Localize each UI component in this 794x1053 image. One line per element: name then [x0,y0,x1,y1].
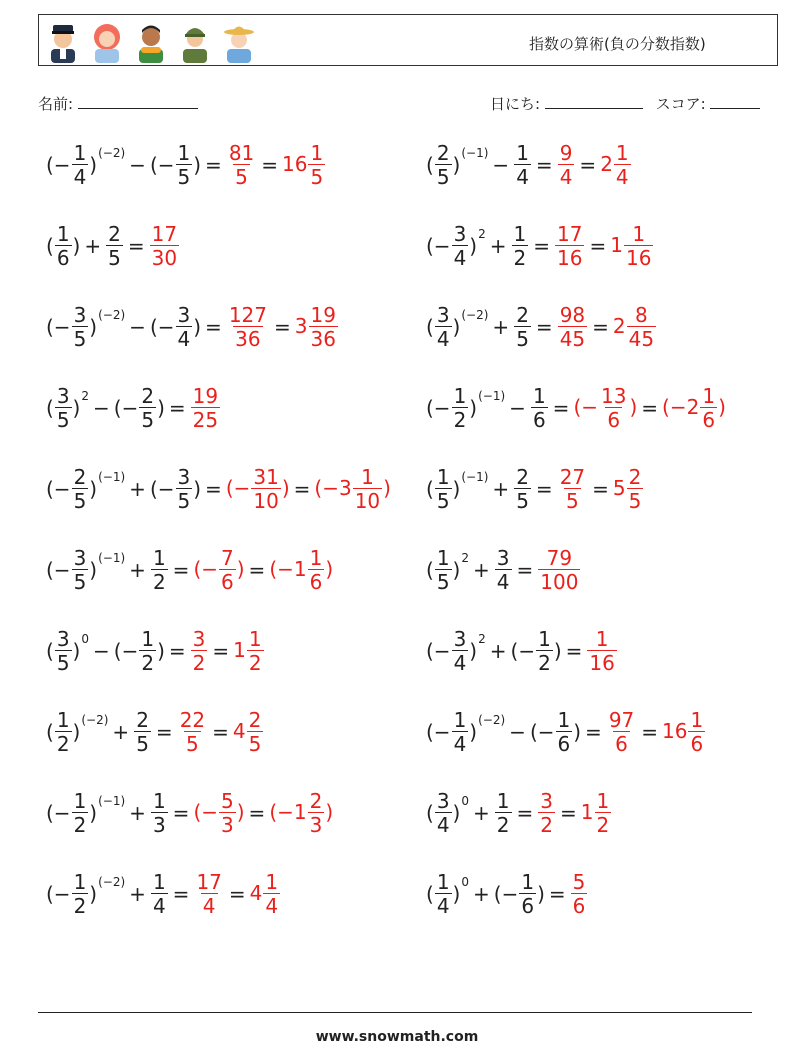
soldier-avatar [177,19,213,63]
date-score-fields [490,93,760,114]
problem-item: (− $\frac{1}{2}$ ) (−1) + $\frac{1}{3}$ = (− $\frac{5}{3}$ ) = (−1 $\frac{2}{3}$ ) [46,788,334,837]
woman-avatar [89,19,125,63]
problem-item: ( $\frac{1}{2}$ ) (−2) + $\frac{2}{5}$ = $\frac{22}{5}$ = 4 $\frac{2}{5}$ [46,707,262,756]
problem-item: ( $\frac{1}{6}$ ) + $\frac{2}{5}$ = $\frac{17}{30}$ [46,221,178,270]
date-label: 日にち: [490,95,541,113]
problem-item: ( $\frac{1}{5}$ ) 2 + $\frac{3}{4}$ = $\frac{79}{100}$ [426,545,579,594]
footer-url: www.snowmath.com [315,1029,479,1045]
name-blank[interactable] [78,94,198,109]
date-blank[interactable] [545,94,643,109]
problem-item: ( $\frac{1}{5}$ ) (−1) + $\frac{2}{5}$ = $\frac{27}{5}$ = 5 $\frac{2}{5}$ [426,464,642,513]
problem-item: ( $\frac{1}{4}$ ) 0 + (− $\frac{1}{6}$ ) = $\frac{5}{6}$ [426,869,586,918]
police-officer-avatar [45,19,81,63]
score-label: スコア: [655,95,706,113]
score-blank[interactable] [710,94,760,109]
problem-item: ( $\frac{3}{4}$ ) (−2) + $\frac{2}{5}$ = $\frac{98}{45}$ = 2 $\frac{8}{45}$ [426,302,655,351]
worksheet-title: 指数の算術(負の分数指数) [529,35,706,53]
problem-item: (− $\frac{2}{5}$ ) (−1) + (− $\frac{3}{5}$ ) = (− $\frac{31}{10}$ ) = (−3 $\frac{1}{10}$ ) [46,464,391,513]
problem-item: ( $\frac{2}{5}$ ) (−1) − $\frac{1}{4}$ = $\frac{9}{4}$ = 2 $\frac{1}{4}$ [426,140,629,189]
farmer-avatar [221,19,257,63]
problem-item: (− $\frac{3}{4}$ ) 2 + (− $\frac{1}{2}$ ) = $\frac{1}{16}$ [426,626,615,675]
problem-item: (− $\frac{1}{4}$ ) (−2) − (− $\frac{1}{5}$ ) = $\frac{81}{5}$ = 16 $\frac{1}{5}$ [46,140,324,189]
problem-item: ( $\frac{3}{5}$ ) 2 − (− $\frac{2}{5}$ ) = $\frac{19}{25}$ [46,383,219,432]
footer-divider [38,1012,752,1013]
problem-item: (− $\frac{3}{5}$ ) (−1) + $\frac{1}{2}$ = (− $\frac{7}{6}$ ) = (−1 $\frac{1}{6}$ ) [46,545,334,594]
worksheet-header [38,14,778,66]
name-field [38,93,198,114]
avatar-row [45,19,257,63]
problem-item: (− $\frac{1}{2}$ ) (−2) + $\frac{1}{4}$ = $\frac{17}{4}$ = 4 $\frac{1}{4}$ [46,869,279,918]
problem-item: (− $\frac{3}{5}$ ) (−2) − (− $\frac{3}{4}$ ) = $\frac{127}{36}$ = 3 $\frac{19}{36}$ [46,302,336,351]
person-scarf-avatar [133,19,169,63]
name-label: 名前: [38,95,74,113]
problem-item: ( $\frac{3}{5}$ ) 0 − (− $\frac{1}{2}$ ) = $\frac{3}{2}$ = 1 $\frac{1}{2}$ [46,626,262,675]
problem-item: (− $\frac{1}{4}$ ) (−2) − (− $\frac{1}{6}$ ) = $\frac{97}{6}$ = 16 $\frac{1}{6}$ [426,707,704,756]
problem-item: (− $\frac{3}{4}$ ) 2 + $\frac{1}{2}$ = $\frac{17}{16}$ = 1 $\frac{1}{16}$ [426,221,652,270]
problem-item: (− $\frac{1}{2}$ ) (−1) − $\frac{1}{6}$ = (− $\frac{13}{6}$ ) = (−2 $\frac{1}{6}$ ) [426,383,726,432]
problem-item: ( $\frac{3}{4}$ ) 0 + $\frac{1}{2}$ = $\frac{3}{2}$ = 1 $\frac{1}{2}$ [426,788,610,837]
